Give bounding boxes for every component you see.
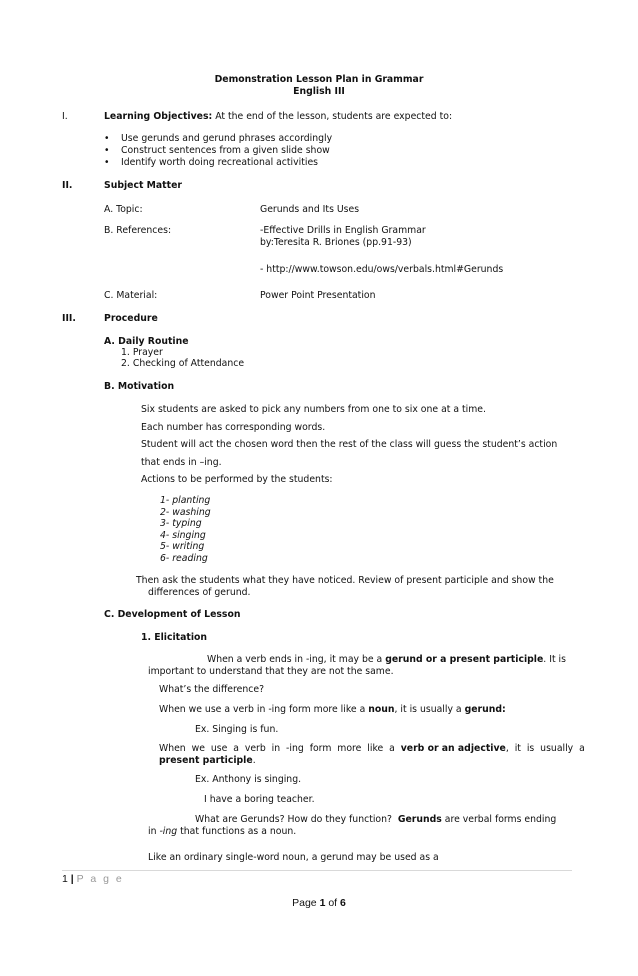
motivation-followup: differences of gerund.	[148, 587, 251, 598]
material-label: C. Material:	[104, 290, 158, 301]
paragraph-line: What are Gerunds? How do they function? Gerunds are verbal forms ending	[195, 814, 557, 825]
motivation-followup: Then ask the students what they have noticed. Review of present participle and show the	[136, 575, 554, 586]
section-numeral: II.	[62, 180, 73, 191]
reference-link[interactable]: - http://www.towson.edu/ows/verbals.html#Gerunds	[260, 264, 504, 275]
action-item: 3- typing	[160, 518, 202, 529]
subsection-heading: C. Development of Lesson	[104, 609, 241, 620]
section-numeral: III.	[62, 313, 76, 324]
action-item: 2- washing	[160, 507, 211, 518]
objective-item: Identify worth doing recreational activities	[121, 157, 319, 168]
section-heading: Procedure	[104, 313, 158, 324]
references-label: B. References:	[104, 225, 172, 236]
objectives-line	[104, 111, 452, 123]
section-numeral: I.	[62, 111, 68, 122]
topic-label: A. Topic:	[104, 204, 143, 215]
routine-item: 1. Prayer	[121, 347, 163, 358]
paragraph-line: important to understand that they are not the same.	[148, 666, 394, 677]
bullet-icon: •	[104, 157, 110, 168]
elicitation-heading: 1. Elicitation	[141, 632, 208, 643]
paragraph-line: When we use a verb in -ing form more like a noun, it is usually a gerund:	[159, 704, 506, 715]
motivation-line: Student will act the chosen word then the rest of the class will guess the student’s action	[141, 439, 558, 450]
document-subtitle: English III	[293, 86, 345, 97]
paragraph-line: When a verb ends in -ing, it may be a gerund or a present participle. It is	[207, 654, 566, 665]
objective-item: Construct sentences from a given slide show	[121, 145, 330, 156]
paragraph-line: present participle.	[159, 755, 256, 766]
motivation-line: that ends in –ing.	[141, 457, 222, 468]
bullet-icon: •	[104, 145, 110, 156]
routine-item: 2. Checking of Attendance	[121, 358, 245, 369]
reference-line: by:Teresita R. Briones (pp.91-93)	[260, 237, 412, 248]
action-item: 5- writing	[160, 541, 205, 552]
footer-separator: |	[70, 873, 74, 885]
example-line: I have a boring teacher.	[204, 794, 315, 805]
section-heading: Subject Matter	[104, 180, 182, 191]
action-item: 1- planting	[160, 495, 211, 506]
document-title: Demonstration Lesson Plan in Grammar	[214, 74, 424, 85]
subsection-heading: B. Motivation	[104, 381, 175, 392]
action-item: 6- reading	[160, 553, 208, 564]
footer-page-number: 1	[62, 873, 68, 885]
question-line: What’s the difference?	[159, 684, 264, 695]
subsection-heading: A. Daily Routine	[104, 336, 189, 347]
objective-item: Use gerunds and gerund phrases accordingly	[121, 133, 333, 144]
footer-page-label	[62, 873, 124, 885]
example-line: Ex. Anthony is singing.	[195, 774, 302, 785]
paragraph-line: in -ing that functions as a noun.	[148, 826, 297, 837]
bullet-icon: •	[104, 133, 110, 144]
topic-value: Gerunds and Its Uses	[260, 204, 360, 215]
footer-page-word: P a g e	[76, 873, 124, 885]
motivation-line: Six students are asked to pick any numbers from one to six one at a time.	[141, 404, 486, 415]
motivation-line: Actions to be performed by the students:	[141, 474, 333, 485]
paragraph-line: When we use a verb in -ing form more like a verb or an adjective, it is usually a	[159, 743, 585, 754]
reference-line: -Effective Drills in English Grammar	[260, 225, 426, 236]
material-value: Power Point Presentation	[260, 290, 376, 301]
example-line: Ex. Singing is fun.	[195, 724, 279, 735]
footer-divider	[62, 870, 572, 871]
paragraph-line: Like an ordinary single-word noun, a gerund may be used as a	[148, 852, 439, 863]
action-item: 4- singing	[160, 530, 206, 541]
objectives-intro: At the end of the lesson, students are expected to:	[215, 111, 453, 122]
objectives-heading: Learning Objectives:	[104, 111, 213, 122]
page-count: Page 1 of 6	[292, 897, 346, 909]
motivation-line: Each number has corresponding words.	[141, 422, 326, 433]
